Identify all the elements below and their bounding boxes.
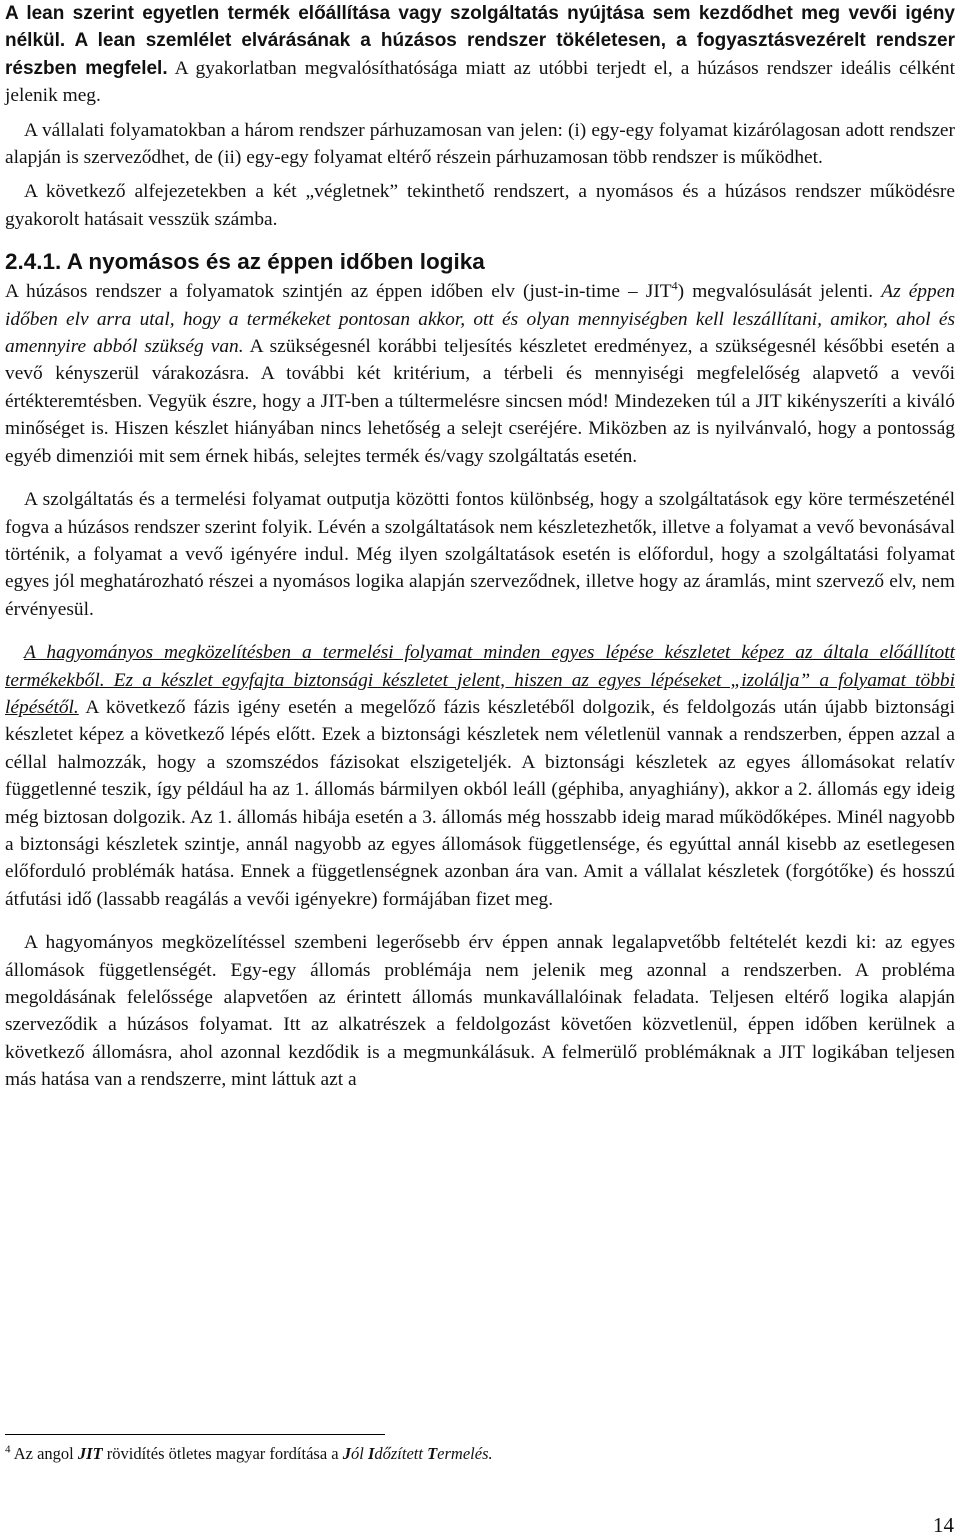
paragraph-next-sections: A következő alfejezetekben a két „végletnek” tekinthető rendszert, a nyomásos és a húzásos rendszer működésre gyakorolt hatásait vesszük számba. bbox=[5, 181, 955, 230]
footnote-letter-t: T bbox=[427, 1444, 438, 1463]
paragraph-argument: A hagyományos megközelítéssel szembeni legerősebb érv éppen annak legalapvetőbb feltételét kezdi ki: az egyes állomások függetlenségét. Egy-egy állomás problémája nem jelenik meg azonnal a rendszerben. A probléma megoldásának felelőssége alapvetően az érintett állomás munkavállalóinak feladata. Teljesen eltérő logika alapján szerveződik a húzásos folyamat. Itt az alkatrészek a feldolgozást követően közvetlenül, éppen időben kerülnek a következő állomásra, ahol azonnal kezdődik is a megmunkálásuk. A felmerülő problémáknak a JIT logikában teljesen más hatása van a rendszerre, mint láttuk azt a bbox=[5, 932, 955, 1091]
footnote-word-dozitett: dőzített bbox=[374, 1444, 428, 1463]
footnote-letter-j: J bbox=[342, 1444, 351, 1463]
jit-italic-definition: Az éppen időben elv arra utal, hogy a termékeket pontosan akkor, ott és olyan mennyiségben kell leszállítani, amikor, ahol és amennyire abból szükség van. bbox=[5, 281, 955, 358]
traditional-rest-text: A következő fázis igény esetén a megelőző fázis készletéből dolgozik, és feldolgozás után újabb biztonsági készletet képez a következő lépés előtt. Ezek a biztonsági készletek nem véletlenül vannak a rendszerben, éppen azzal a céllal halmozzák, hogy a szomszédos fázisokat elszigeteljék. A biztonsági készletek az egyes állomásokat relatív függetlenné teszik, így például ha az 1. állomás bármilyen okból leáll (géphiba, anyaghiány), akkor a 2. állomás egy ideig még biztosan dolgozik. Az 1. állomás hibája esetén a 3. állomás még hosszabb ideig marad működőképes. Minél nagyobb a biztonsági készletek szintje, annál nagyobb az egyes állomások függetlensége, és egyúttal annál kisebb az esetlegesen előforduló problémák hatása. Ennek a függetlenségnek azonban ára van. Amit a vállalat készletek (forgótőke) és hosszú átfutási idő (lassabb reagálás a vevői igényekre) formájában fizet meg. bbox=[5, 696, 955, 910]
paragraph-services: A szolgáltatás és a termelési folyamat outputja közötti fontos különbség, hogy a szolgáltatások egy köre természeténél fogva a húzásos rendszer szerint folyik. Lévén a szolgáltatások nem készletezhetők, illetve a folyamat a vevő bevonásával történik, a folyamat a vevő igényére indul. Még ilyen szolgáltatások esetén is előfordul, hogy a szolgáltatási folyamat egyes jól meghatározható részei a nyomásos logika alapján szerveződnek, illetve hogy az áramlás, mint szervező elv, nem érvényesül. bbox=[5, 489, 955, 620]
footnote-word-ermeles: ermelés. bbox=[437, 1444, 493, 1463]
intro-bold-text: A lean szerint egyetlen termék előállítása vagy szolgáltatás nyújtása sem kezdődhet meg vevői igény nélkül. A lean szemlélet elvárásának a húzásos rendszer tökéletesen, a fogyasztásvezérelt rendszer részben megfelel. bbox=[5, 3, 955, 79]
jit-text-c: A szükségesnél korábbi teljesítés készletet eredményez, a szükségesnél későbbi esetén a vevő kényszerül várakozásra. A további két kritérium, a térbeli és mennyiségi megfelelőség alapvető a vevői értékteremtésben. Vegyük észre, hogy a JIT-ben a túltermelésre sincsen mód! Mindezeken túl a JIT kikényszeríti a kiváló minőséget is. Hiszen készlet hiányában nincs lehetőség a selejt cseréjére. Miközben az is nyilvánvaló, hogy a pontosság egyéb dimenziói mit sem érnek hibás, selejtes termék és/vagy szolgáltatás esetén. bbox=[5, 336, 955, 467]
paragraph-intro bbox=[5, 0, 955, 110]
footnote-divider bbox=[5, 1434, 385, 1435]
footnote-text-a: Az angol bbox=[10, 1444, 78, 1463]
paragraph-jit bbox=[5, 278, 955, 470]
jit-text-a: A húzásos rendszer a folyamatok szintjén az éppen időben elv (just-in-time – JIT bbox=[5, 281, 672, 303]
footnote-jit: JIT bbox=[77, 1444, 103, 1463]
footnote bbox=[5, 1443, 905, 1465]
paragraph-traditional bbox=[5, 639, 955, 913]
footnote-word-ol: ól bbox=[350, 1444, 368, 1463]
footnote-number: 4 bbox=[5, 1443, 11, 1456]
paragraph-systems: A vállalati folyamatokban a három rendszer párhuzamosan van jelen: (i) egy-egy folyamat kizárólagosan adott rendszer alapján is szerveződhet, de (ii) egy-egy folyamat eltérő részein párhuzamosan több rendszer is működhet. bbox=[5, 119, 955, 169]
intro-normal-text: A gyakorlatban megvalósíthatósága miatt az utóbbi terjedt el, a húzásos rendszer ideális célként jelenik meg. bbox=[5, 57, 956, 107]
footnote-text-b: rövidítés ötletes magyar fordítása a bbox=[102, 1444, 343, 1463]
document-page bbox=[5, 0, 955, 1094]
page-number: 14 bbox=[933, 1513, 954, 1537]
jit-text-b: ) megvalósulását jelenti. bbox=[677, 281, 882, 303]
footnote-ref: 4 bbox=[671, 278, 678, 293]
section-heading: 2.4.1. A nyomásos és az éppen időben logika bbox=[5, 249, 485, 275]
traditional-underlined-text: A hagyományos megközelítésben a termelési folyamat minden egyes lépése készletet képez az általa előállított termékekből. Ez a készlet egyfajta biztonsági készletet jelent, hiszen az egyes lépéseket „izolálja” a folyamat többi lépésétől. bbox=[5, 642, 955, 718]
footnote-letter-i: I bbox=[367, 1444, 375, 1463]
